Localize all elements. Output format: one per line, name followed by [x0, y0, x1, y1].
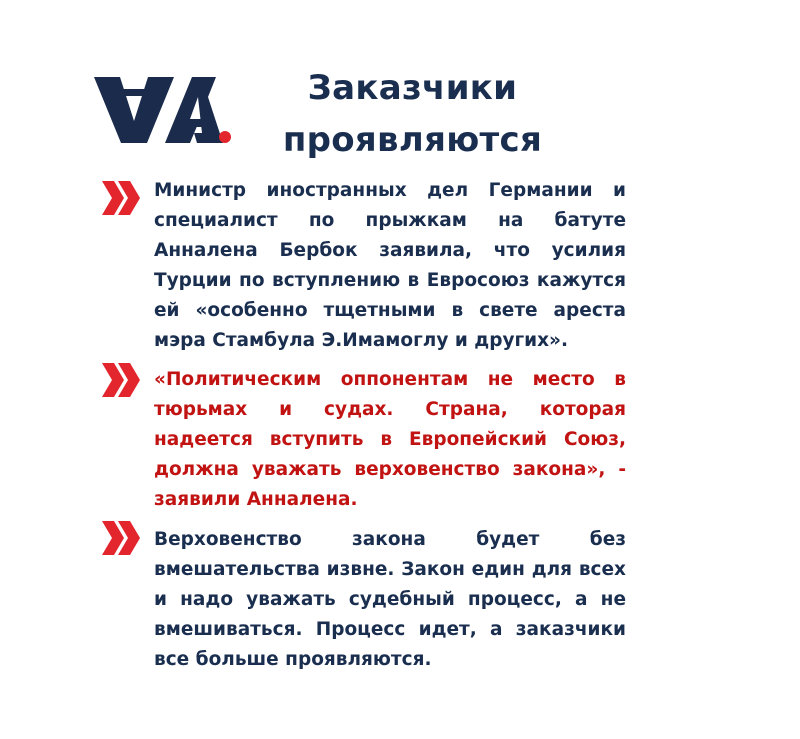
title-line-1: Заказчики [307, 68, 518, 108]
paragraph-statement: Министр иностранных дел Германии и специалист по прыжкам на батуте Анналена Бербок заявила, что усилия Турции по вступлению в Евросоюз кажутся ей «особенно тщетными в свете ареста мэра Стамбула Э.Имамоглу и других». [154, 180, 626, 351]
double-chevron-right-icon [102, 181, 140, 215]
paragraph-conclusion: Верховенство закона будет без вмешательства извне. Закон един для всех и надо уважать судебный процесс, а не вмешиваться. Процесс идет, а заказчики все больше проявляются. [154, 529, 626, 670]
double-chevron-right-icon [102, 521, 140, 555]
va-logo-icon [94, 73, 232, 145]
double-chevron-right-icon [102, 363, 140, 397]
paragraph-quote: «Политическим оппонентам не место в тюрьмах и судах. Страна, которая надеется вступить в Европейский Союз, должна уважать верховенство закона», - заявили Анналена. [154, 369, 626, 510]
title-line-2: проявляются [282, 120, 543, 160]
page-title [270, 62, 555, 166]
logo-letter-v [94, 77, 174, 143]
logo-dot [219, 131, 231, 143]
